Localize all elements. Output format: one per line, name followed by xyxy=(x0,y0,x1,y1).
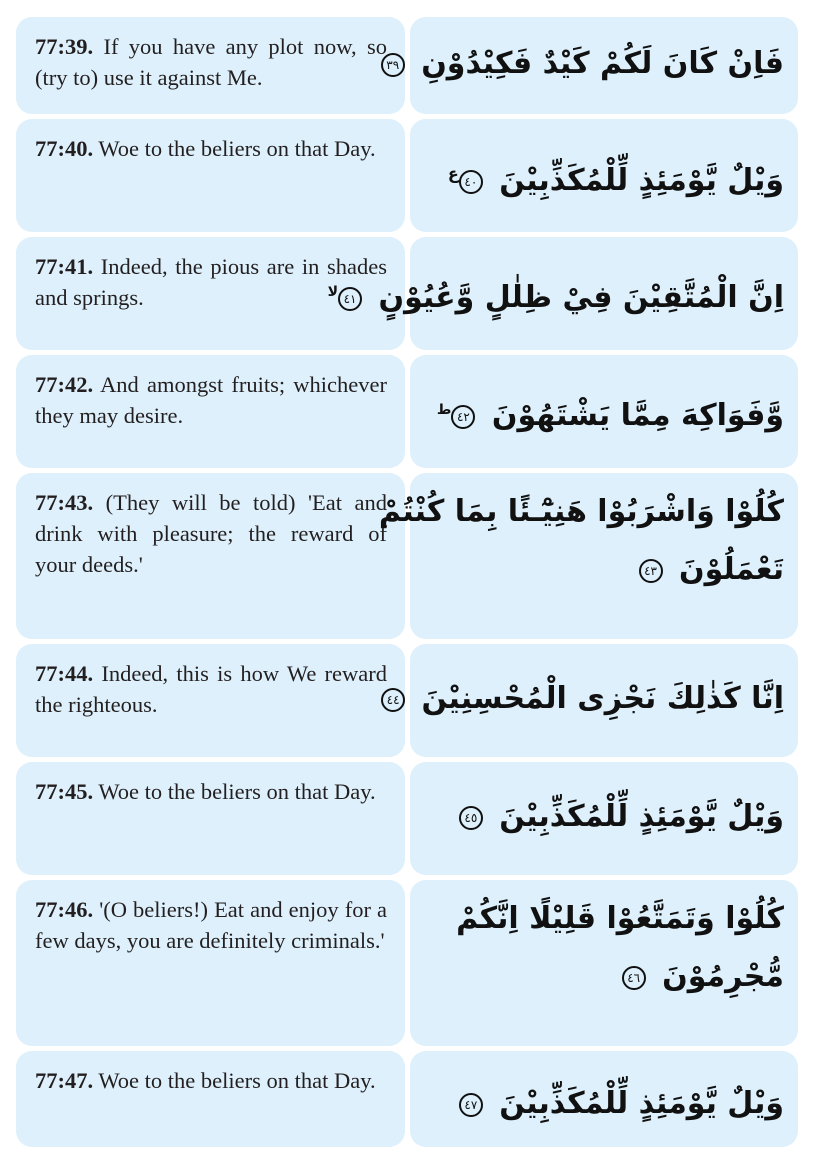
arabic-text: وَيْلٌ يَّوْمَئِذٍ لِّلْمُكَذِّبِيْنَ xyxy=(499,1086,784,1121)
verse-row xyxy=(16,119,798,232)
pause-sign: لا xyxy=(327,284,339,300)
verse-end-marker: ٤١ xyxy=(338,287,362,311)
arabic-cell xyxy=(327,237,798,350)
verse-translation: If you have any plot now, so (try to) use it against Me. xyxy=(35,34,387,90)
verse-row xyxy=(16,17,798,114)
arabic-line xyxy=(422,1075,784,1133)
arabic-cell xyxy=(386,644,798,757)
arabic-cell xyxy=(410,762,798,875)
arabic-cell xyxy=(410,355,798,468)
arabic-text: فَاِنْ كَانَ لَكُمْ كَيْدٌ فَكِيْدُوْنِ xyxy=(421,46,784,81)
verse-translation: Woe to the beliers on that Day. xyxy=(98,1068,376,1093)
verse-translation: (They will be told) 'Eat and drink with pleasure; the reward of your deeds.' xyxy=(35,490,387,577)
arabic-cell xyxy=(410,880,798,1046)
verse-end-marker: ٤٤ xyxy=(381,688,405,712)
verse-reference: 77:45. xyxy=(35,779,94,804)
translation-cell xyxy=(16,1051,405,1147)
verse-reference: 77:39. xyxy=(35,34,94,59)
arabic-text: وَّفَوَاكِهَ مِمَّا يَشْتَهُوْنَ xyxy=(491,398,784,433)
verse-translation: '(O beliers!) Eat and enjoy for a few days, you are definitely criminals.' xyxy=(35,897,387,953)
arabic-text: وَيْلٌ يَّوْمَئِذٍ لِّلْمُكَذِّبِيْنَ xyxy=(499,799,784,834)
verse-translation: And amongst fruits; whichever they may desire. xyxy=(35,372,387,428)
translation-cell xyxy=(16,880,405,1046)
verse-row xyxy=(16,237,798,350)
verse-row xyxy=(16,644,798,757)
verse-reference: 77:44. xyxy=(35,661,94,686)
verse-end-marker: ٤٠ xyxy=(459,170,483,194)
arabic-text: تَعْمَلُوْنَ xyxy=(679,552,784,587)
verse-end-marker: ٤٣ xyxy=(639,559,663,583)
verse-end-marker: ٤٦ xyxy=(622,966,646,990)
translation-cell xyxy=(16,355,405,468)
ruku-sign: ع xyxy=(447,164,459,183)
arabic-line xyxy=(422,788,784,846)
verse-end-marker: ٣٩ xyxy=(381,53,405,77)
verse-translation: Indeed, this is how We reward the righteous. xyxy=(35,661,388,717)
verse-end-marker: ٤٧ xyxy=(459,1093,483,1117)
arabic-line xyxy=(422,381,784,445)
verse-end-marker: ٤٢ xyxy=(451,405,475,429)
arabic-cell xyxy=(410,119,798,232)
arabic-line: كُلُوْا وَاشْرَبُوْا هَنِيْٓـئًا بِمَا كُنْتُمْ xyxy=(378,494,784,529)
verse-row xyxy=(16,355,798,468)
arabic-cell xyxy=(378,473,798,639)
arabic-line xyxy=(422,948,784,1006)
arabic-line xyxy=(327,263,784,327)
verse-reference: 77:41. xyxy=(35,254,94,279)
translation-cell xyxy=(16,17,405,114)
translation-cell xyxy=(16,119,405,232)
verse-translation: Woe to the beliers on that Day. xyxy=(98,136,376,161)
translation-cell xyxy=(16,762,405,875)
arabic-line xyxy=(386,35,784,93)
arabic-line xyxy=(386,670,784,728)
arabic-text: مُّجْرِمُوْنَ xyxy=(662,959,784,994)
verse-row xyxy=(16,473,798,639)
verse-end-marker: ٤٥ xyxy=(459,806,483,830)
arabic-text: اِنَّا كَذٰلِكَ نَجْزِى الْمُحْسِنِيْنَ xyxy=(421,681,784,716)
verse-reference: 77:46. xyxy=(35,897,94,922)
translation-cell xyxy=(16,473,405,639)
verse-reference: 77:42. xyxy=(35,372,94,397)
arabic-text: وَيْلٌ يَّوْمَئِذٍ لِّلْمُكَذِّبِيْنَ xyxy=(499,163,784,198)
verse-reference: 77:40. xyxy=(35,136,94,161)
translation-cell xyxy=(16,644,405,757)
verse-row xyxy=(16,762,798,875)
verse-translation: Woe to the beliers on that Day. xyxy=(98,779,376,804)
arabic-line xyxy=(422,541,784,599)
verse-row xyxy=(16,1051,798,1147)
arabic-line xyxy=(422,145,784,210)
pause-sign: ط xyxy=(436,402,452,418)
arabic-cell xyxy=(386,17,798,114)
arabic-line: كُلُوْا وَتَمَتَّعُوْا قَلِيْلًا اِنَّكُمْ xyxy=(456,901,784,936)
arabic-text: اِنَّ الْمُتَّقِيْنَ فِيْ ظِلٰلٍ وَّعُيُوْنٍ xyxy=(378,280,784,315)
verse-reference: 77:43. xyxy=(35,490,94,515)
verse-table xyxy=(16,17,798,1147)
arabic-cell xyxy=(410,1051,798,1147)
verse-row xyxy=(16,880,798,1046)
verse-translation: Indeed, the pious are in shades and springs. xyxy=(35,254,387,310)
verse-reference: 77:47. xyxy=(35,1068,94,1093)
